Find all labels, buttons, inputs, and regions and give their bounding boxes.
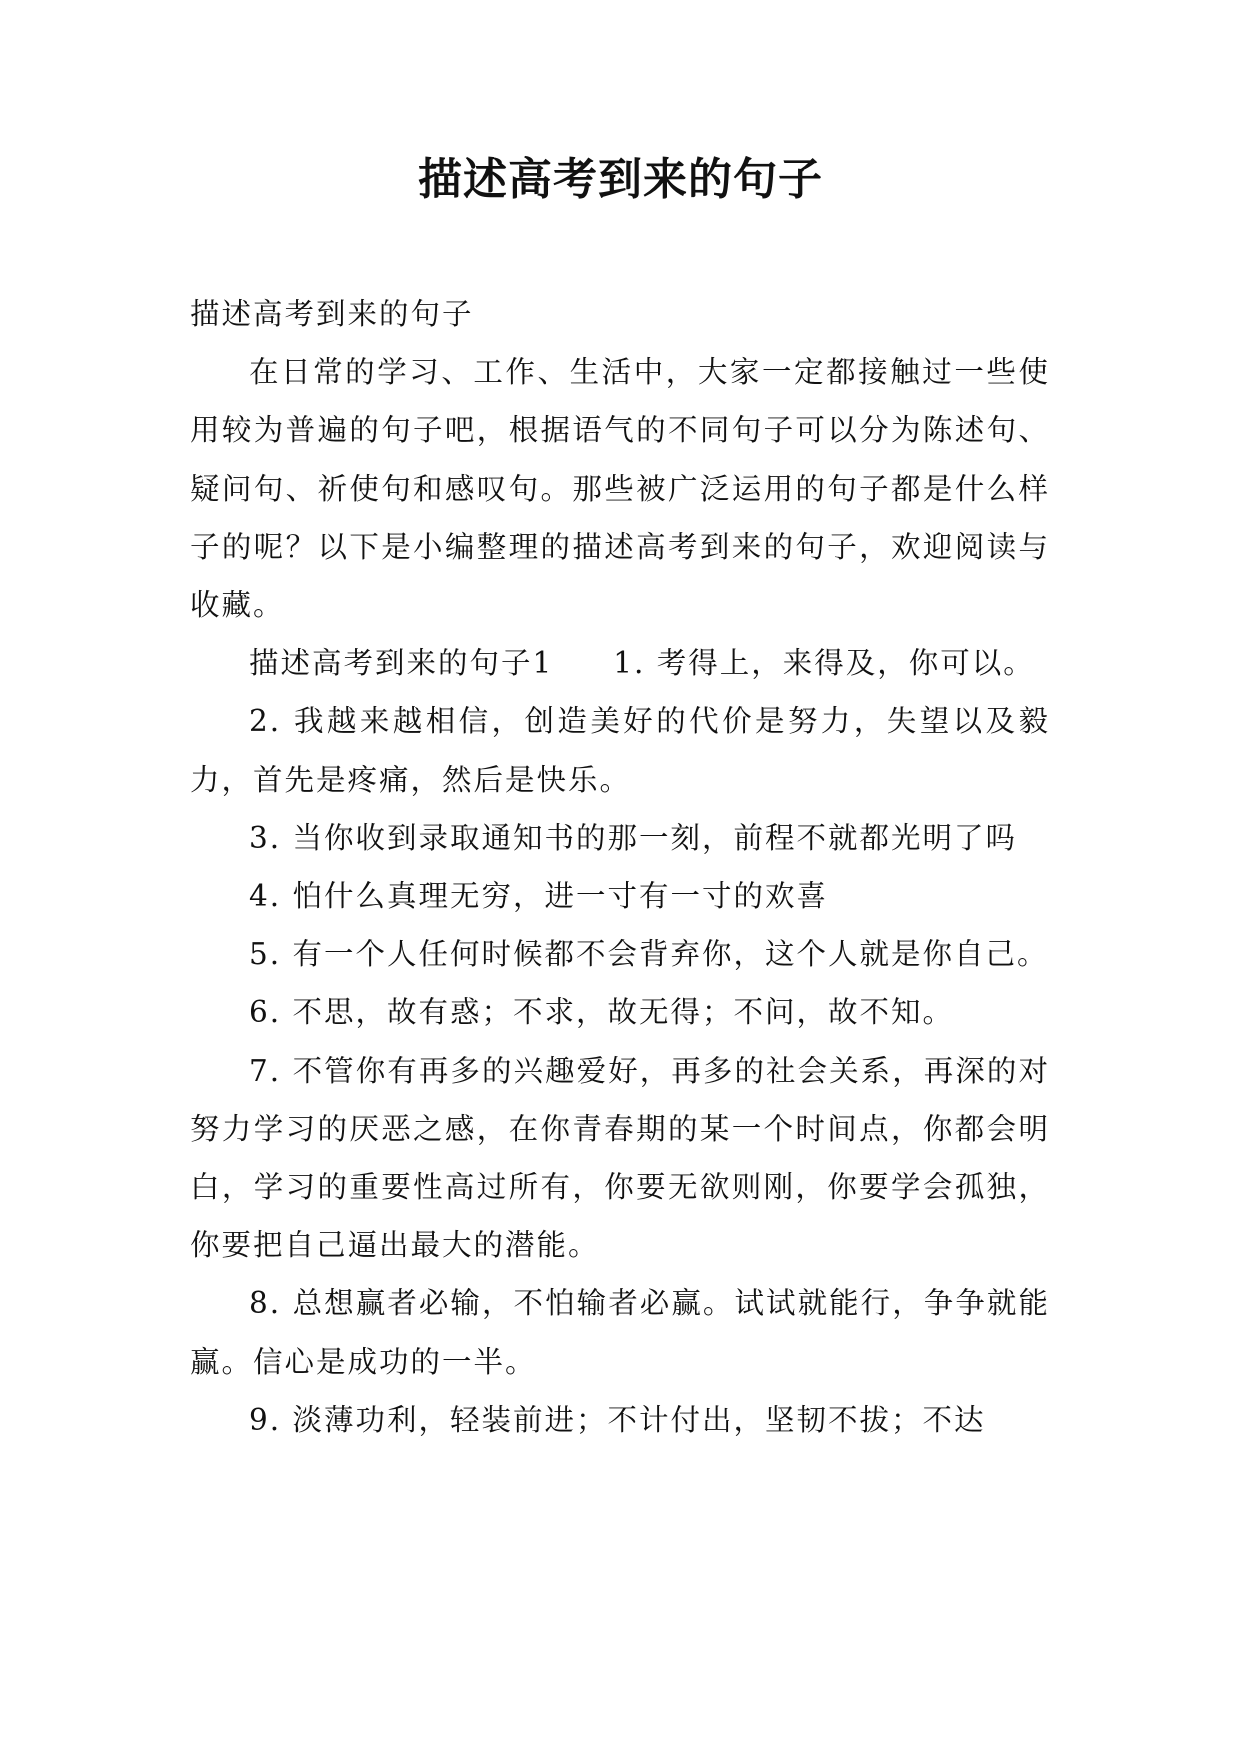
list-item-9: 9. 淡薄功利，轻装前进；不计付出，坚韧不拔；不达 [249,1402,986,1437]
document-title: 描述高考到来的句子 [418,154,823,205]
intro-paragraph: 在日常的学习、工作、生活中，大家一定都接触过一些使用较为普遍的句子吧，根据语气的不同句子可以分为陈述句、疑问句、祈使句和感叹句。那些被广泛运用的句子都是什么样子的呢？以下是小编整理的描述高考到来的句子，欢迎阅读与收藏。 [190,355,1050,623]
section-heading: 描述高考到来的句子1 [249,646,554,681]
list-item-3: 3. 当你收到录取通知书的那一刻，前程不就都光明了吗 [249,820,1018,855]
section-heading-paragraph [190,634,1050,692]
list-item-1: 1. 考得上，来得及，你可以。 [613,646,1035,681]
list-item-4: 4. 怕什么真理无穷，进一寸有一寸的欢喜 [249,879,829,914]
list-item-7: 7. 不管你有再多的兴趣爱好，再多的社会关系，再深的对努力学习的厌恶之感，在你青春期的某一个时间点，你都会明白，学习的重要性高过所有，你要无欲则刚，你要学会孤独，你要把自己逼出最大的潜能。 [190,1053,1050,1263]
document-body [190,285,1050,1449]
list-item-2: 2. 我越来越相信，创造美好的代价是努力，失望以及毅力，首先是疼痛，然后是快乐。 [190,704,1050,797]
subtitle-line: 描述高考到来的句子 [190,297,474,331]
list-item-8: 8. 总想赢者必输，不怕输者必赢。试试就能行，争争就能赢。信心是成功的一半。 [190,1286,1050,1379]
list-item-5: 5. 有一个人任何时候都不会背弃你，这个人就是你自己。 [249,937,1049,972]
list-item-6: 6. 不思，故有惑；不求，故无得；不问，故不知。 [249,995,955,1030]
